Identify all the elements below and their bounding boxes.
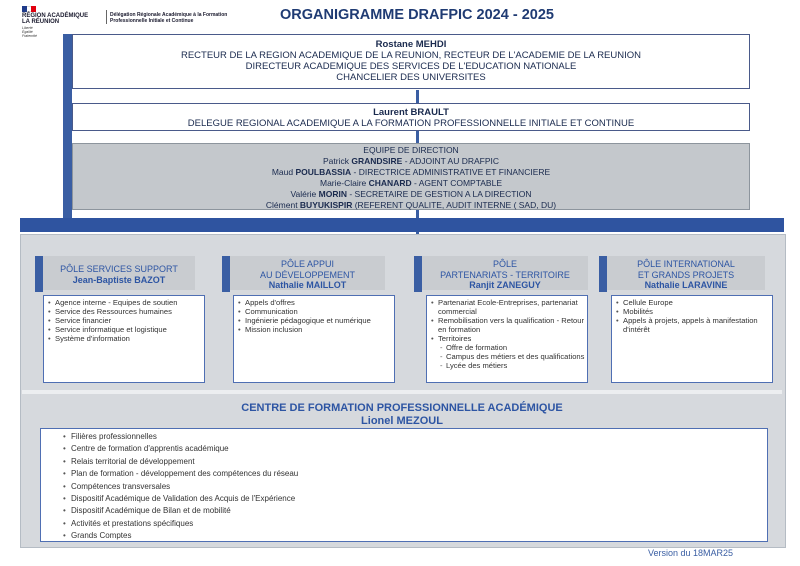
pole-title: PARTENARIATS - TERRITOIRE — [440, 269, 570, 280]
equipe-member: Marie-Claire CHANARD - AGENT COMPTABLE — [319, 178, 502, 188]
logo-divider — [106, 10, 107, 24]
cfp-title: CENTRE DE FORMATION PROFESSIONNELLE ACADÉMIQUE — [241, 402, 563, 414]
list-item: • Ingénierie pédagogique et numérique — [237, 316, 391, 325]
list-item: • Compétences transversales — [63, 481, 767, 493]
list-item: • Agence interne - Equipes de soutien — [47, 298, 201, 307]
list-subitem: - Offre de formation — [430, 343, 585, 352]
logo-motto-3: Fraternité — [22, 34, 37, 38]
connector-1 — [416, 90, 419, 103]
org-line-2: Professionnelle Initiale et Continue — [110, 18, 194, 24]
pole-partenariats-header — [422, 256, 588, 290]
pole-accent — [35, 256, 43, 292]
list-item: • Mobilités — [615, 307, 769, 316]
recteur-name: Rostane MEHDI — [375, 39, 447, 50]
list-item: • Territoires — [430, 334, 585, 343]
flag-logo — [22, 6, 36, 12]
pole-title: PÔLE — [492, 259, 517, 269]
list-item: • Mission inclusion — [237, 325, 391, 334]
equipe-member: Patrick GRANDSIRE - ADJOINT AU DRAFPIC — [322, 156, 500, 166]
pole-appui-list — [233, 295, 395, 383]
recteur-line-2: DIRECTEUR ACADEMIQUE DES SERVICES DE L'EDUCATION NATIONALE — [245, 61, 577, 72]
equipe-member: Maud POULBASSIA - DIRECTRICE ADMINISTRATIVE ET FINANCIERE — [271, 167, 551, 177]
pole-lead: Ranjit ZANEGUY — [469, 280, 541, 290]
delegue-name: Laurent BRAULT — [373, 107, 449, 118]
list-item: • Cellule Europe — [615, 298, 769, 307]
logo-motto-2: Égalité — [22, 30, 33, 34]
pole-services-support-list — [43, 295, 205, 383]
list-item: • Plan de formation - développement des compétences du réseau — [63, 468, 767, 480]
org-line-1: Délégation Régionale Académique à la Formation — [110, 12, 228, 18]
list-subitem: - Lycée des métiers — [430, 361, 585, 370]
pole-international-list — [611, 295, 773, 383]
pole-accent — [414, 256, 422, 292]
pole-title: ET GRANDS PROJETS — [637, 269, 735, 280]
delegue-role: DELEGUE REGIONAL ACADEMIQUE A LA FORMATION PROFESSIONNELLE INITIALE ET CONTINUE — [187, 118, 635, 129]
pole-accent — [599, 256, 607, 292]
horizontal-bar — [20, 218, 784, 232]
page-title: ORGANIGRAMME DRAFPIC 2024 - 2025 — [280, 7, 554, 23]
pole-international-header — [607, 256, 765, 290]
list-item: • Dispositif Académique de Validation des Acquis de l'Expérience — [63, 493, 767, 505]
pole-title: PÔLE SERVICES SUPPORT — [60, 264, 178, 274]
pole-title: AU DÉVELOPPEMENT — [259, 269, 356, 280]
pole-lead: Nathalie LARAVINE — [644, 280, 728, 290]
pole-services-support-header — [43, 256, 195, 290]
list-item: • Service informatique et logistique — [47, 325, 201, 334]
pole-lead: Jean-Baptiste BAZOT — [72, 274, 166, 285]
list-item: • Filières professionnelles — [63, 431, 767, 443]
cfp-list — [40, 428, 768, 542]
version-label: Version du 18MAR25 — [648, 548, 734, 558]
equipe-member: Valérie MORIN - SECRETAIRE DE GESTION A LA DIRECTION — [290, 189, 532, 199]
pole-partenariats-list — [426, 295, 588, 383]
logo-line-2: LA RÉUNION — [22, 19, 60, 25]
panel-separator — [22, 390, 782, 394]
recteur-box — [72, 34, 750, 89]
list-item: • Grands Comptes — [63, 530, 767, 542]
list-item: • Partenariat Ecole-Entreprises, partenariat commercial — [430, 298, 585, 316]
list-item: • Centre de formation d'apprentis académique — [63, 443, 767, 455]
list-item: • Appels d'offres — [237, 298, 391, 307]
list-item: • Dispositif Académique de Bilan et de mobilité — [63, 505, 767, 517]
pole-accent — [222, 256, 230, 292]
list-item: • Remobilisation vers la qualification - Retour en formation — [430, 316, 585, 334]
equipe-direction-box — [72, 143, 750, 210]
list-item: • Relais territorial de développement — [63, 456, 767, 468]
list-item: • Activités et prestations spécifiques — [63, 518, 767, 530]
list-item: • Service financier — [47, 316, 201, 325]
connector-2 — [416, 131, 419, 143]
equipe-title: EQUIPE DE DIRECTION — [363, 145, 459, 155]
delegue-box — [72, 103, 750, 131]
recteur-line-3: CHANCELIER DES UNIVERSITES — [336, 72, 486, 83]
list-item: • Système d'information — [47, 334, 201, 343]
pole-appui-header — [230, 256, 385, 290]
pole-title: PÔLE INTERNATIONAL — [637, 259, 735, 269]
equipe-member: Clément BUYUKISPIR (REFERENT QUALITE, AUDIT INTERNE ( SAD, DU) — [265, 200, 557, 210]
pole-title: PÔLE APPUI — [280, 259, 335, 269]
recteur-line-1: RECTEUR DE LA REGION ACADEMIQUE DE LA REUNION, RECTEUR DE L'ACADEMIE DE LA REUNION — [180, 50, 642, 61]
list-item: • Service des Ressources humaines — [47, 307, 201, 316]
logo-line-1: RÉGION ACADÉMIQUE — [22, 13, 89, 19]
left-vertical-bar — [63, 34, 72, 218]
list-item: • Appels à projets, appels à manifestation d'intérêt — [615, 316, 769, 334]
cfp-lead: Lionel MEZOUL — [361, 415, 443, 427]
logo-motto-1: Liberté — [22, 26, 33, 30]
pole-lead: Nathalie MAILLOT — [268, 280, 347, 290]
list-item: • Communication — [237, 307, 391, 316]
list-subitem: - Campus des métiers et des qualifications — [430, 352, 585, 361]
